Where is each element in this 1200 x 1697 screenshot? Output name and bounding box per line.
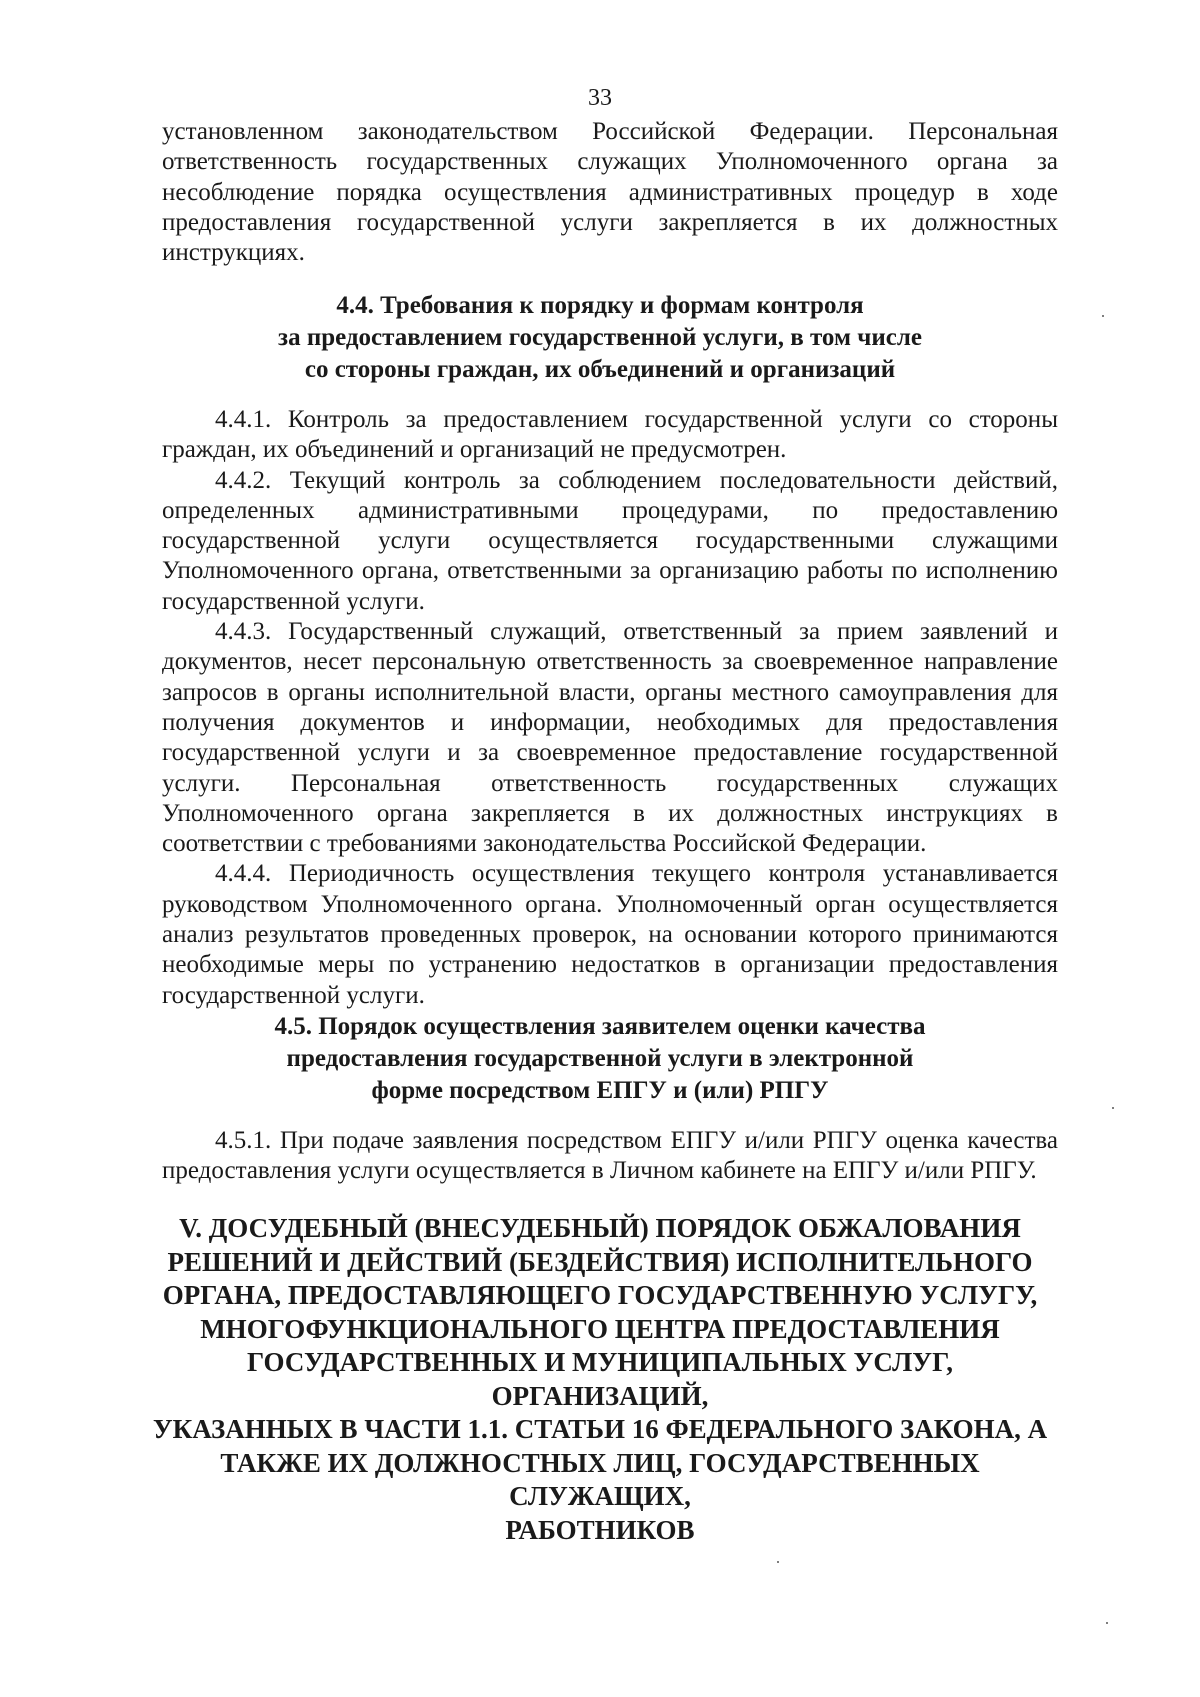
heading-line: РАБОТНИКОВ [505, 1514, 695, 1545]
heading-line: V. ДОСУДЕБНЫЙ (ВНЕСУДЕБНЫЙ) ПОРЯДОК ОБЖАЛОВАНИЯ [179, 1213, 1021, 1243]
section-5-heading [150, 1212, 1050, 1547]
scan-speck [777, 1561, 779, 1563]
heading-line: ГОСУДАРСТВЕННЫХ И МУНИЦИПАЛЬНЫХ УСЛУГ, ОРГАНИЗАЦИЙ, [247, 1347, 953, 1411]
intro-paragraph: установленном законодательством Российской Федерации. Персональная ответственность государственных служащих Уполномоченного органа за несоблюдение порядка осуществления административных процедур в ходе предоставления государственной услуги закрепляется в их должностных инструкциях. [162, 118, 1058, 267]
intro-text-block [162, 117, 1058, 268]
heading-line: со стороны граждан, их объединений и организаций [304, 356, 896, 383]
heading-line: предоставления государственной услуги в электронной [286, 1045, 914, 1072]
heading-line: 4.4. Требования к порядку и формам контроля [336, 292, 864, 319]
heading-line: УКАЗАННЫХ В ЧАСТИ 1.1. СТАТЬИ 16 ФЕДЕРАЛЬНОГО ЗАКОНА, А [152, 1414, 1048, 1444]
section-4-5-text [162, 1126, 1058, 1187]
heading-line: РЕШЕНИЙ И ДЕЙСТВИЙ (БЕЗДЕЙСТВИЯ) ИСПОЛНИТЕЛЬНОГО [167, 1246, 1033, 1277]
heading-line: ТАКЖЕ ИХ ДОЛЖНОСТНЫХ ЛИЦ, ГОСУДАРСТВЕННЫХ СЛУЖАЩИХ, [220, 1447, 980, 1511]
paragraph-4-4-1: 4.4.1. Контроль за предоставлением государственной услуги со стороны граждан, их объединений и организаций не предусмотрен. [162, 406, 1058, 464]
scan-speck [1102, 315, 1104, 317]
scan-speck [1112, 1107, 1114, 1109]
paragraph-4-4-4: 4.4.4. Периодичность осуществления текущего контроля устанавливается руководством Уполномоченного органа. Уполномоченный орган осуществляется анализ результатов проведенных проверок, на основании которого принимаются необходимые меры по устранению недостатков в организации предоставления государственной услуги. [162, 860, 1058, 1009]
paragraph-4-5-1: 4.5.1. При подаче заявления посредством ЕПГУ и/или РПГУ оценка качества предоставления услуги осуществляется в Личном кабинете на ЕПГУ и/или РПГУ. [162, 1127, 1058, 1185]
heading-line: форме посредством ЕПГУ и (или) РПГУ [371, 1077, 829, 1104]
scan-speck [1106, 1622, 1108, 1624]
section-4-4-heading [150, 290, 1050, 386]
page-number: 33 [588, 85, 612, 111]
heading-line: ОРГАНА, ПРЕДОСТАВЛЯЮЩЕГО ГОСУДАРСТВЕННУЮ УСЛУГУ, [162, 1280, 1038, 1310]
heading-line: за предоставлением государственной услуги, в том числе [278, 324, 922, 351]
paragraph-4-4-3: 4.4.3. Государственный служащий, ответственный за прием заявлений и документов, несет персональную ответственность за своевременное направление запросов в органы исполнительной власти, органы местного самоуправления для получения документов и информации, необходимых для предоставления государственной услуги и за своевременное предоставление государственной услуги. Персональная ответственность государственных служащих Уполномоченного органа закрепляется в их должностных инструкциях в соответствии с требованиями законодательства Российской Федерации. [162, 618, 1058, 858]
paragraph-4-4-2: 4.4.2. Текущий контроль за соблюдением последовательности действий, определенных административными процедурами, по предоставлению государственной услуги осуществляется государственными служащими Уполномоченного органа, ответственными за организацию работы по исполнению государственной услуги. [162, 466, 1058, 615]
heading-line: 4.5. Порядок осуществления заявителем оценки качества [274, 1013, 926, 1040]
heading-line: МНОГОФУНКЦИОНАЛЬНОГО ЦЕНТРА ПРЕДОСТАВЛЕНИЯ [200, 1313, 1000, 1344]
section-4-4-text [162, 405, 1058, 1011]
section-4-5-heading [150, 1011, 1050, 1107]
